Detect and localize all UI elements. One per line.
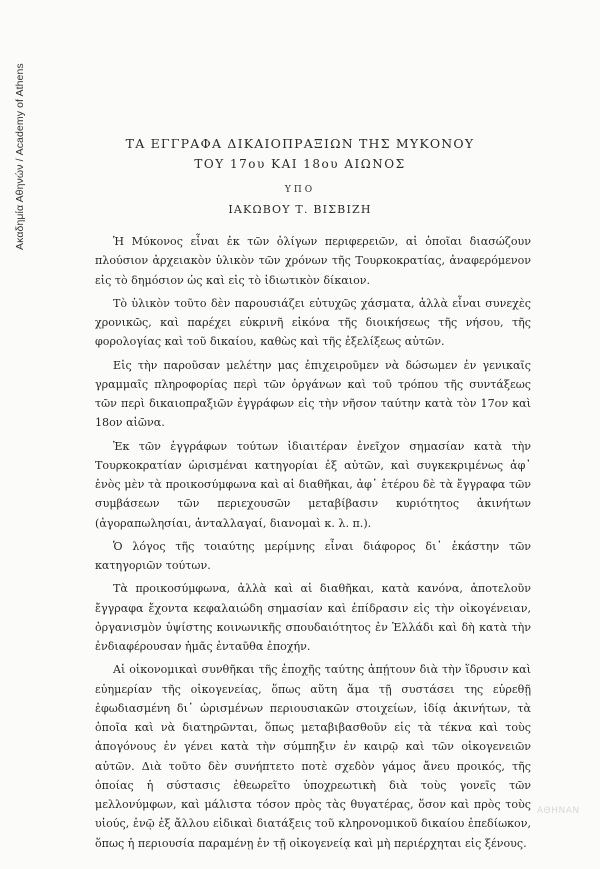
- archive-side-label: Ακαδημία Αθηνών / Academy of Athens: [14, 63, 26, 250]
- paragraph: Τὰ προικοσύμφωνα, ἀλλὰ καὶ αἱ διαθῆκαι, κατὰ κανόνα, ἀποτελοῦν ἔγγραφα ἔχοντα κεφαλαιώδη σημασίαν καὶ ἐπίδρασιν εἰς τὴν οἰκογένειαν, ὀργανισμὸν ὑψίστης κοινωνικῆς σπουδαιότητος ἐν Ἑλλάδι καὶ δὴ κατὰ τὴν ἐνδιαφέρουσαν ἡμᾶς ἐνταῦθα ἐποχήν.: [95, 582, 531, 653]
- article-body: [95, 232, 531, 857]
- paragraph: Αἱ οἰκονομικαὶ συνθῆκαι τῆς ἐποχῆς ταύτης ἀπῄτουν διὰ τὴν ἵδρυσιν καὶ εὐημερίαν τῆς οἰκογενείας, ὅπως αὕτη ἅμα τῇ συστάσει της εὑρεθῇ ἐφωδιασμένη δι᾿ ὡρισμένων περιουσιακῶν στοιχείων, ἰδίᾳ ἀκινήτων, τὰ ὁποῖα καὶ νὰ διατηρῶνται, ὅπως μεταβιβασθοῦν εἰς τὰ τέκνα καὶ τοὺς ἀπογόνους ἐν γένει κατὰ τὴν σύμπηξιν ἐν καιρῷ καὶ τῶν οἰκογενειῶν αὐτῶν. Διὰ τοῦτο δὲν συνήπτετο ποτὲ σχεδὸν γάμος ἄνευ προικός, τῆς ὁποίας ἡ σύστασις ἐθεωρεῖτο ὑποχρεωτικὴ διὰ τοὺς γονεῖς τῶν μελλονύμφων, καὶ μάλιστα τόσον πρὸς τὰς θυγατέρας, ὅσον καὶ πρὸς τοὺς υἱούς, ἐνῷ ἐξ ἄλλου εἰδικαὶ διατάξεις τοῦ κληρονομικοῦ δικαίου ἐπεδίωκον, ὅπως ἡ περιουσία παραμένῃ ἐν τῇ οἰκογενείᾳ καὶ μὴ περιέρχηται εἰς ξένους.: [95, 663, 531, 850]
- paragraph: Ἐκ τῶν ἐγγράφων τούτων ἰδιαιτέραν ἐνεῖχον σημασίαν κατὰ τὴν Τουρκοκρατίαν ὡρισμέναι κατηγορίαι ἐξ αὐτῶν, καὶ συγκεκριμένως ἀφ᾿ ἑνὸς μὲν τὰ προικοσύμφωνα καὶ αἱ διαθῆκαι, ἀφ᾿ ἑτέρου δὲ τὰ ἔγγραφα τῶν συμβάσεων τῶν περιεχουσῶν μεταβίβασιν κυριότητος ἀκινήτων (ἀγοραπωλησίαι, ἀνταλλαγαί, διανομαὶ κ. λ. π.).: [95, 439, 531, 530]
- paragraph: Εἰς τὴν παροῦσαν μελέτην μας ἐπιχειροῦμεν νὰ δώσωμεν ἐν γενικαῖς γραμμαῖς πληροφορίας περὶ τῶν ὀργάνων καὶ τοῦ τρόπου τῆς συντάξεως τῶν περὶ δικαιοπραξιῶν ἐγγράφων εἰς τὴν νῆσον ταύτην κατὰ τὸν 17ον καὶ 18ον αἰῶνα.: [95, 358, 531, 430]
- paragraph: Ἡ Μύκονος εἶναι ἐκ τῶν ὀλίγων περιφερειῶν, αἱ ὁποῖαι διασώζουν πλούσιον ἀρχειακὸν ὑλικὸν τῶν χρόνων τῆς Τουρκοκρατίας, ἀναφερόμενον εἰς τὸ δημόσιον ὡς καὶ εἰς τὸ ἰδιωτικὸν δίκαιον.: [95, 235, 531, 287]
- author-name: ΙΑΚΩΒΟΥ Τ. ΒΙΣΒΙΖΗ: [228, 203, 372, 216]
- paragraph: Τὸ ὑλικὸν τοῦτο δὲν παρουσιάζει εὐτυχῶς χάσματα, ἀλλὰ εἶναι συνεχὲς χρονικῶς, καὶ παρέχει εὐκρινῆ εἰκόνα τῆς διοικήσεως τῆς νήσου, τῆς φορολογίας καὶ τοῦ δικαίου, καθὼς καὶ τῆς ἐξελίξεως αὐτῶν.: [95, 296, 531, 349]
- byline-preposition: ΥΠΟ: [284, 185, 316, 195]
- paragraph: Ὁ λόγος τῆς τοιαύτης μερίμνης εἶναι διάφορος δι᾿ ἑκάστην τῶν κατηγοριῶν τούτων.: [95, 539, 531, 572]
- library-watermark: ΑΘΗΝΑΝ: [537, 806, 580, 816]
- article-title-line-2: ΤΟΥ 17ου ΚΑΙ 18ου ΑΙΩΝΟΣ: [194, 157, 406, 171]
- article-title-line-1: ΤΑ ΕΓΓΡΑΦΑ ΔΙΚΑΙΟΠΡΑΞΙΩΝ ΤΗΣ ΜΥΚΟΝΟΥ: [125, 136, 475, 151]
